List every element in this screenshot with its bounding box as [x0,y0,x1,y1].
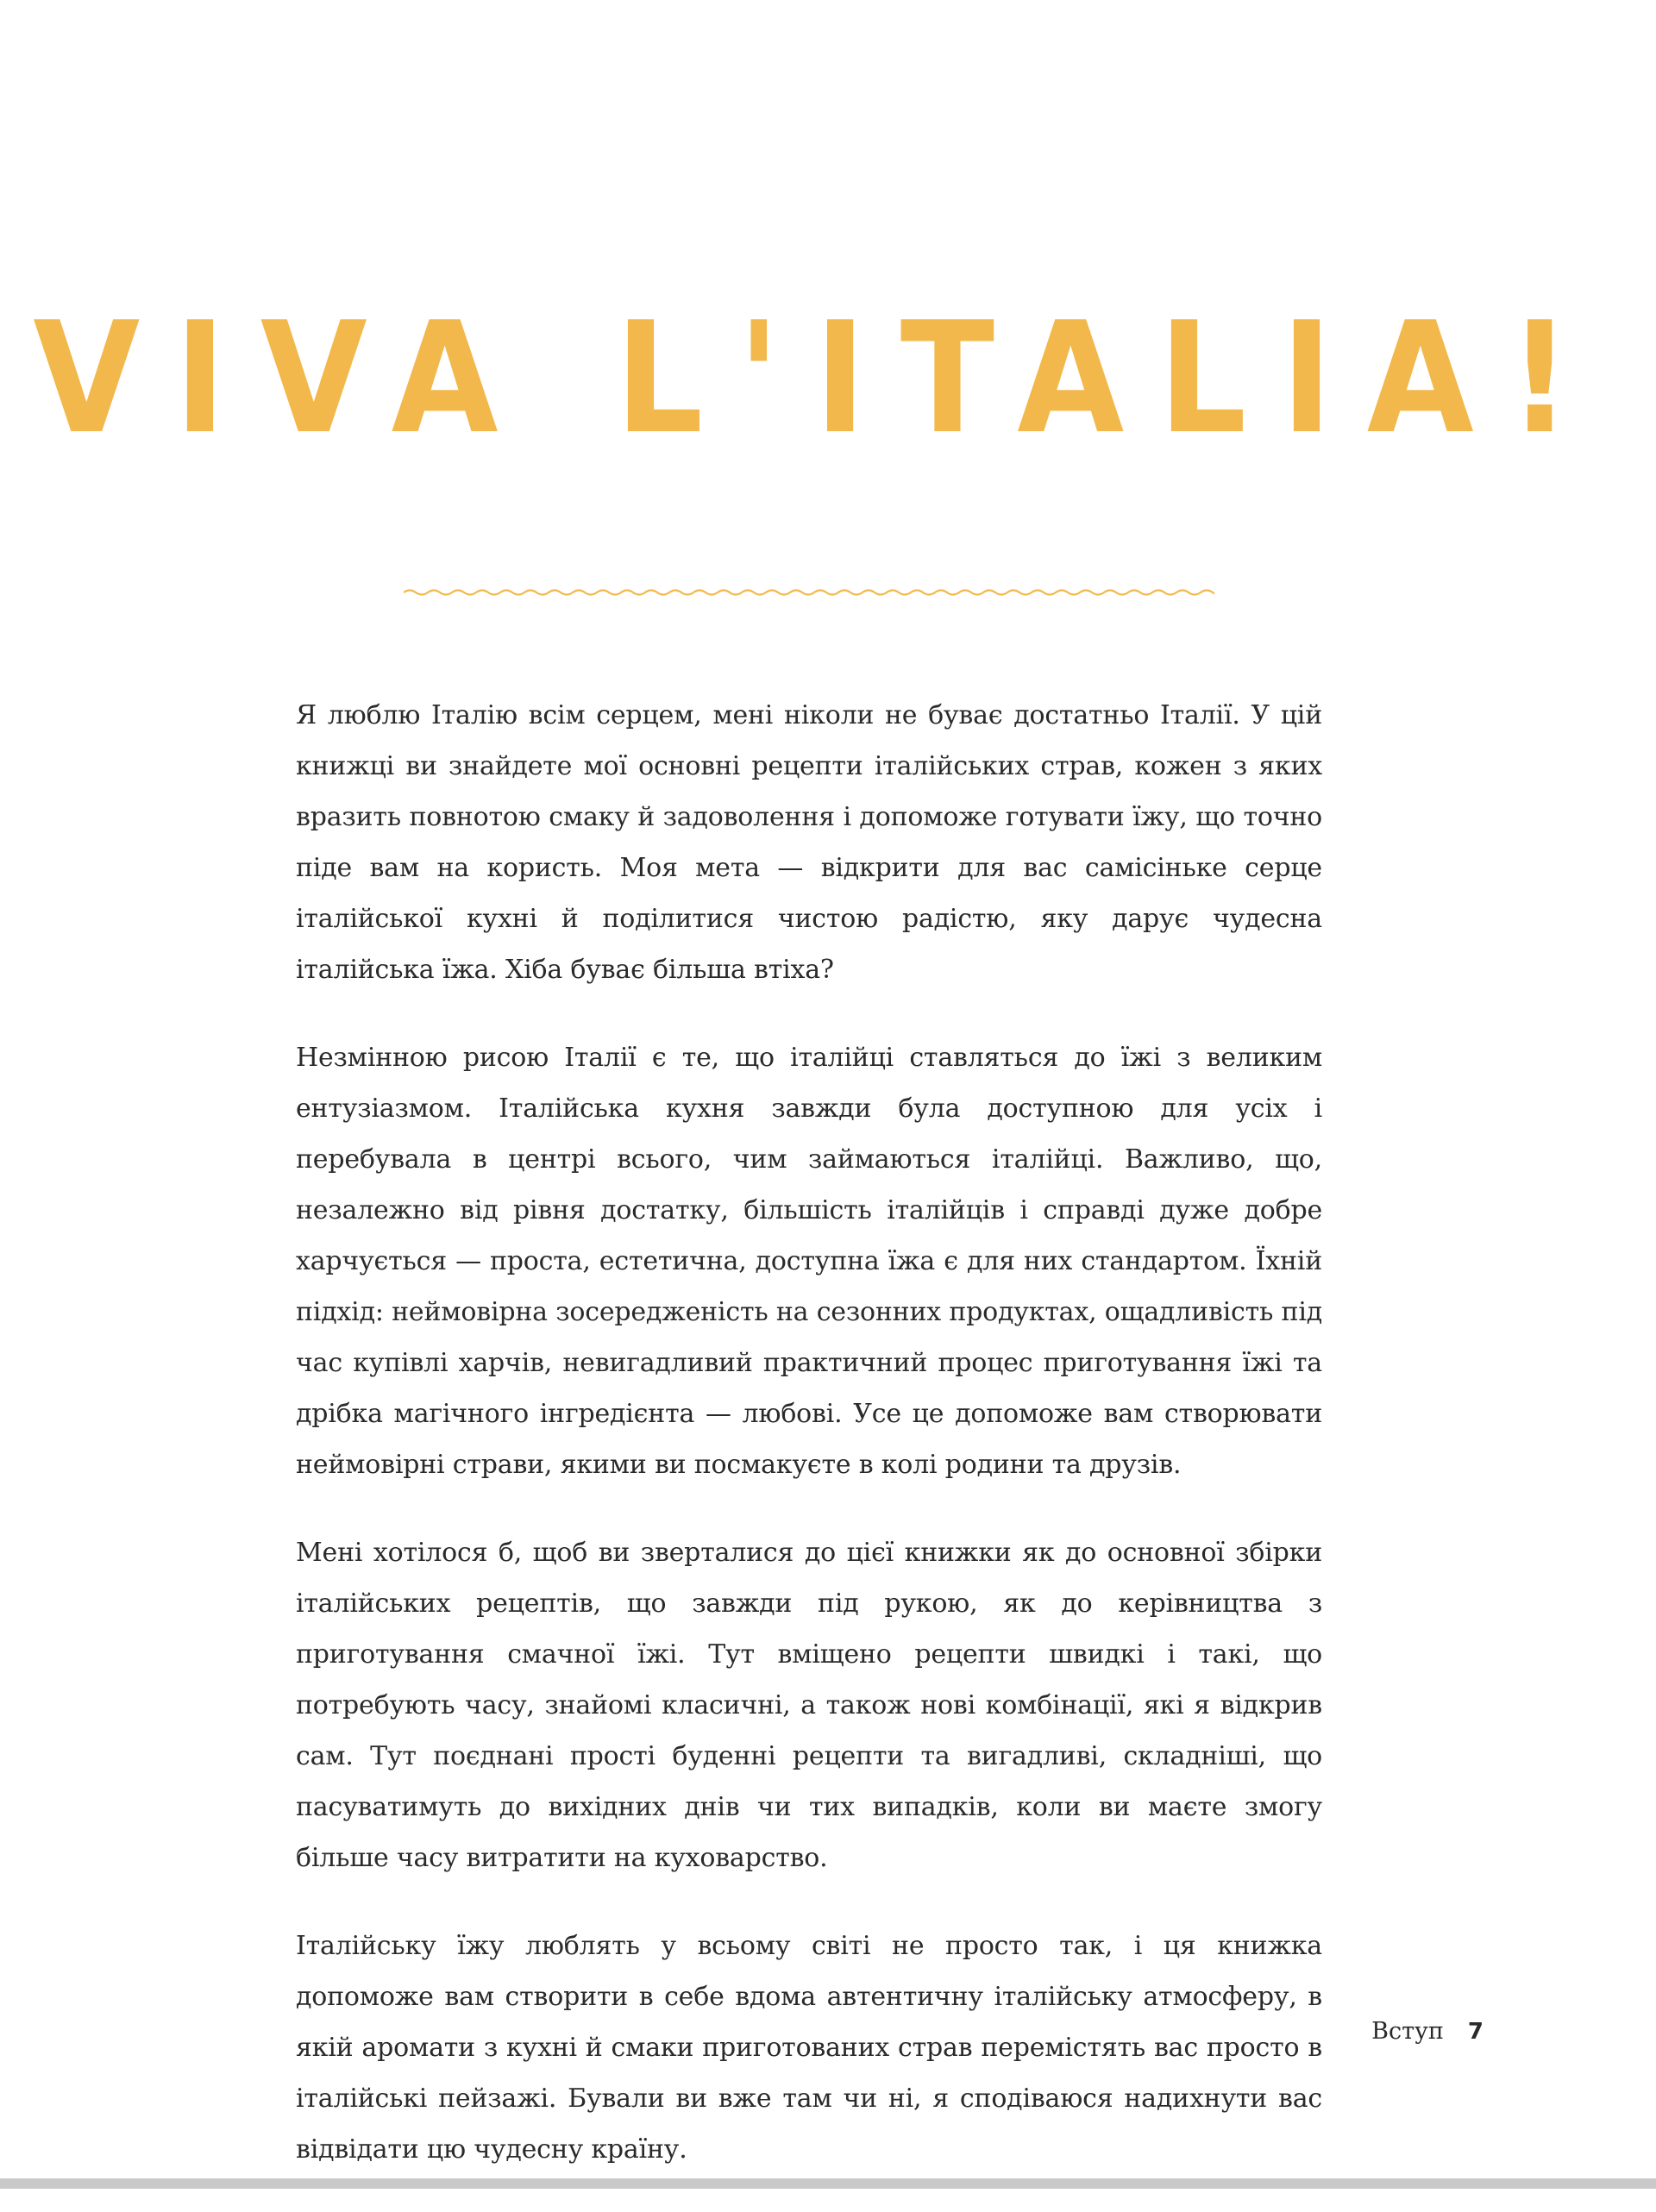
paragraph-1: Я люблю Італію всім серцем, мені ніколи не буває достатньо Італії. У цій книжці ви знайдете мої основні рецепти італійських страв, кожен з яких вразить повнотою смаку й задоволення і допоможе готувати їжу, що точно піде вам на користь. Моя мета — відкрити для вас самісіньке серце італійської кухні й поділитися чистою радістю, яку дарує чудесна італійська їжа. Хіба буває більша втіха? [296,700,1322,985]
page-bottom-edge [0,2178,1656,2189]
page-title: VIVA L'ITALIA! [33,289,1606,467]
paragraph-4: Італійську їжу люблять у всьому світі не просто так, і ця книжка допоможе вам створити в себе вдома автентичну італійську атмосферу, в якій аромати з кухні й смаки приготованих страв перемістять вас просто в італійські пейзажі. Бували ви вже там чи ні, я сподіваюся надихнути вас відвідати цю чудесну країну. [296,1931,1322,2165]
body-text [296,690,1322,2212]
page-number: 7 [1467,2019,1484,2045]
section-name: Вступ [1371,2018,1444,2045]
paragraph-3: Мені хотілося б, щоб ви зверталися до цієї книжки як до основної збірки італійських рецептів, що завжди під рукою, як до керівництва з приготування смачної їжі. Тут вміщено рецепти швидкі і такі, що потребують часу, знайомі класичні, а також нові комбінації, які я відкрив сам. Тут поєднані прості буденні рецепти та вигадливі, складніші, що пасуватимуть до вихідних днів чи тих випадків, коли ви маєте змогу більше часу витратити на куховарство. [296,1538,1322,1873]
page-footer [1371,2018,1484,2045]
wavy-divider [404,580,1214,605]
paragraph-2: Незмінною рисою Італії є те, що італійці ставляться до їжі з великим ентузіазмом. Італійська кухня завжди була доступною для усіх і перебувала в центрі всього, чим займаються італійці. Важливо, що, незалежно від рівня достатку, більшість італійців і справді дуже добре харчується — проста, естетична, доступна їжа є для них стандартом. Їхній підхід: неймовірна зосередженість на сезонних продуктах, ощадливість під час купівлі харчів, невигадливий практичний процес приготування їжі та дрібка магічного інгредієнта — любові. Усе це допоможе вам створювати неймовірні страви, якими ви посмакуєте в колі родини та друзів. [296,1043,1322,1480]
